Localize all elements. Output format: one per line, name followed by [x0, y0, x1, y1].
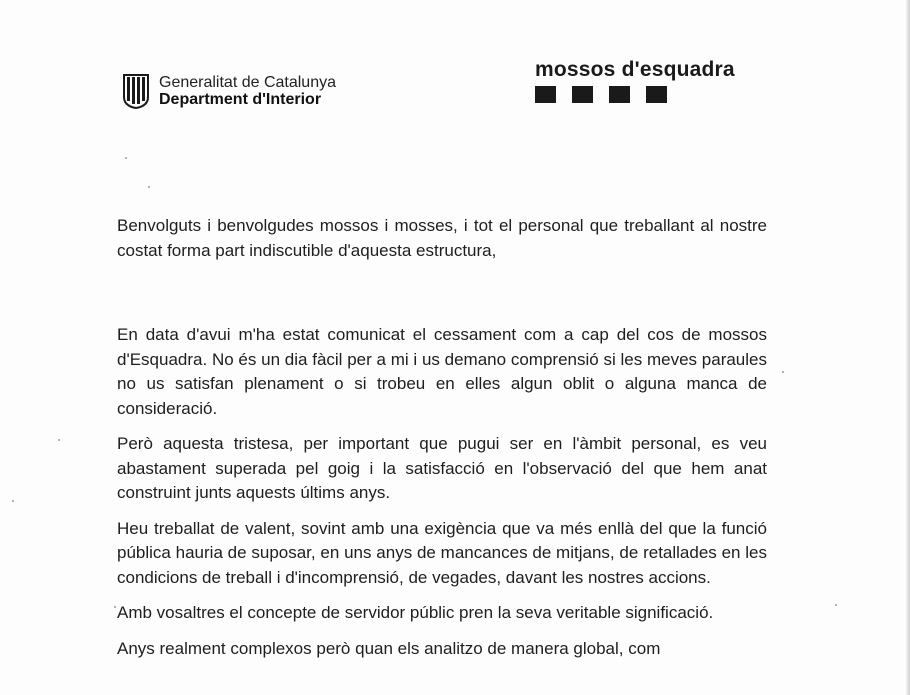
scan-speck — [58, 439, 60, 441]
brand-square — [609, 86, 630, 103]
scan-speck — [835, 604, 837, 606]
department-name: Department d'Interior — [159, 91, 322, 108]
letter-body — [117, 214, 767, 672]
letter-paragraph: Amb vosaltres el concepte de servidor públic pren la seva veritable significació. — [117, 603, 714, 622]
brand-square — [572, 86, 593, 103]
scan-speck — [114, 606, 116, 608]
mossos-brand: mossos d'esquadra — [535, 58, 735, 81]
mossos-squares — [535, 86, 735, 103]
brand-square — [535, 86, 556, 103]
letter-paragraph: Heu treballat de valent, sovint amb una exigència que va més enllà del que la funció pública hauria de suposar, en uns anys de mancances de mitjans, de retallades en les condicions de treball i d'incomprensió, de vegades, davant les nostres accions. — [117, 518, 767, 587]
scan-speck — [148, 186, 150, 188]
generalitat-letterhead — [121, 73, 336, 109]
scan-speck — [125, 157, 127, 159]
scan-speck — [12, 500, 14, 502]
generalitat-name: Generalitat de Catalunya — [159, 74, 336, 91]
page-edge-shadow — [906, 0, 910, 695]
mossos-letterhead — [535, 58, 735, 103]
letter-paragraph: Anys realment complexos però quan els analitzo de manera global, com — [117, 638, 661, 658]
generalitat-coat-of-arms-icon — [121, 73, 151, 109]
scan-speck — [782, 371, 784, 373]
brand-square — [646, 86, 667, 103]
letter-paragraph: En data d'avui m'ha estat comunicat el cessament com a cap del cos de mossos d'Esquadra. No és un dia fàcil per a mi i us demano comprensió si les meves paraules no us satisfan plenament o si trobeu en elles algun oblit o alguna manca de consideració. — [117, 325, 767, 418]
letter-paragraph: Però aquesta tristesa, per important que pugui ser en l'àmbit personal, es veu abastament superada pel goig i la satisfacció en l'observació del que hem anat construint junts aquests últims anys. — [117, 434, 767, 502]
generalitat-text — [159, 73, 336, 108]
letter-greeting: Benvolguts i benvolgudes mossos i mosses, i tot el personal que treballant al nostre costat forma part indiscutible d'aquesta estructura, — [117, 216, 767, 260]
